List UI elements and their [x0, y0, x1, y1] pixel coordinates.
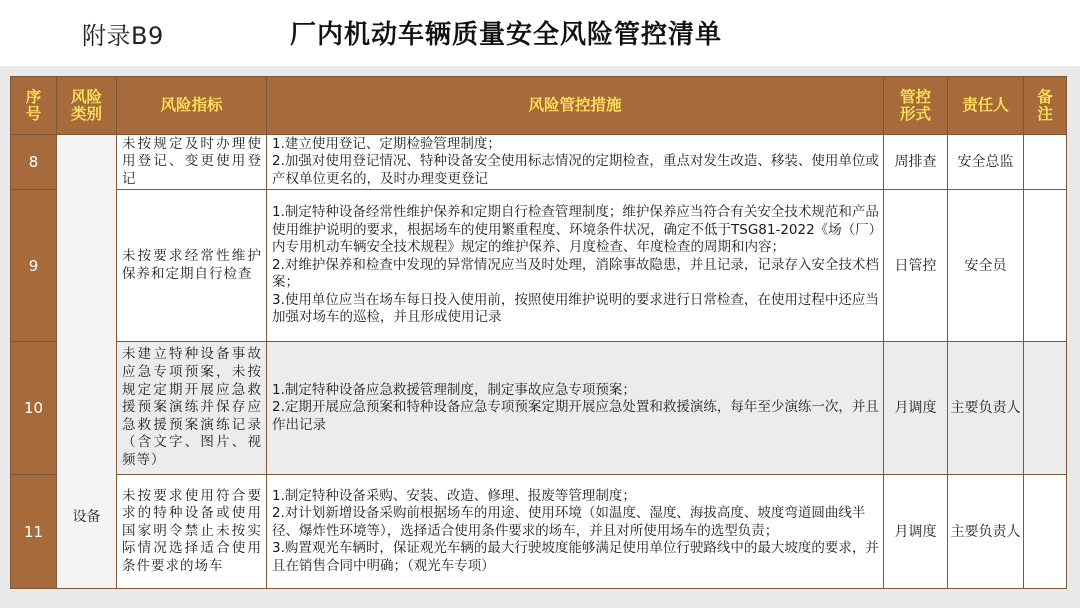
measure-item: 1.制定特种设备采购、安装、改造、修理、报废等管理制度；	[272, 487, 636, 504]
table-row	[11, 190, 1067, 342]
header-note-line2: 注	[1037, 104, 1053, 123]
measure-item: 1.制定特种设备应急救援管理制度，制定事故应急专项预案；	[272, 381, 636, 398]
header-category-line2: 类别	[70, 104, 102, 123]
risk-indicator: 未按要求经常性维护保养和定期自行检查	[117, 190, 267, 342]
responsible-person: 主要负责人	[948, 475, 1024, 589]
appendix-label: 附录B9	[82, 22, 164, 50]
note-cell	[1024, 190, 1067, 342]
measure-item: 2.对计划新增设备采购前根据场车的用途、使用环境（如温度、湿度、海拔高度、坡度弯道圆曲线半径、爆炸性环境等），选择适合使用条件要求的场车，并且对所使用场车的选型负责；	[272, 505, 866, 539]
header-form-line1: 管控	[899, 87, 931, 106]
risk-indicator: 未建立特种设备事故应急专项预案，未按规定定期开展应急救援预案演练并保存应急救援预案演练记录（含文字、图片、视频等）	[117, 342, 267, 475]
control-measures	[267, 135, 884, 190]
note-cell	[1024, 135, 1067, 190]
measure-item: 3.使用单位应当在场车每日投入使用前，按照使用维护说明的要求进行日常检查，在使用过程中还应当加强对场车的巡检，并且形成使用记录	[272, 291, 879, 326]
control-measures	[267, 190, 884, 342]
risk-indicator: 未按要求使用符合要求的特种设备或使用国家明令禁止未按实际情况选择适合使用条件要求的场车	[117, 475, 267, 589]
header-no-line1: 序	[25, 87, 42, 106]
control-form: 周排查	[884, 135, 948, 190]
header-form-line2: 形式	[899, 104, 931, 123]
header-category-line1: 风险	[70, 87, 102, 106]
table-row	[11, 135, 1067, 190]
measure-item: 3.购置观光车辆时，保证观光车辆的最大行驶坡度能够满足使用单位行驶路线中的最大坡度的要求，并且在销售合同中明确；（观光车专项）	[272, 540, 879, 574]
note-cell	[1024, 475, 1067, 589]
row-number: 11	[11, 475, 57, 589]
header-row	[11, 77, 1067, 135]
control-form: 月调度	[884, 475, 948, 589]
header-form	[884, 77, 948, 135]
control-measures	[267, 475, 884, 589]
risk-control-table	[10, 76, 1067, 589]
table-row	[11, 475, 1067, 589]
header-indicator: 风险指标	[117, 77, 267, 135]
header-note	[1024, 77, 1067, 135]
header-category	[57, 77, 117, 135]
page-title: 厂内机动车辆质量安全风险管控清单	[290, 20, 723, 50]
header-no-line2: 号	[25, 104, 42, 123]
header-note-line1: 备	[1037, 87, 1053, 106]
measure-item: 1.制定特种设备经常性维护保养和定期自行检查管理制度；维护保养应当符合有关安全技术规范和产品使用维护说明的要求，根据场车的使用繁重程度、环境条件状况，确定不低于TSG81-2022《场（厂）内专用机动车辆安全技术规程》规定的维护保养、月度检查、年度检查的周期和内容；	[272, 203, 879, 256]
table-row	[11, 342, 1067, 475]
row-number: 8	[11, 135, 57, 190]
risk-category	[57, 135, 117, 589]
slide-header	[0, 0, 1080, 66]
risk-indicator: 未按规定及时办理使用登记、变更使用登记	[117, 135, 267, 190]
responsible-person: 主要负责人	[948, 342, 1024, 475]
control-form: 月调度	[884, 342, 948, 475]
risk-category-label: 设备	[72, 509, 101, 525]
note-cell	[1024, 342, 1067, 475]
responsible-person: 安全员	[948, 190, 1024, 342]
header-responsible: 责任人	[948, 77, 1024, 135]
row-number: 10	[11, 342, 57, 475]
measure-item: 1.建立使用登记、定期检验管理制度；	[272, 135, 501, 152]
responsible-person: 安全总监	[948, 135, 1024, 190]
control-form: 日管控	[884, 190, 948, 342]
measure-item: 2.加强对使用登记情况、特种设备安全使用标志情况的定期检查，重点对发生改造、移装、使用单位或产权单位更名的，及时办理变更登记	[272, 153, 879, 187]
header-measures: 风险管控措施	[267, 77, 884, 135]
header-no	[11, 77, 57, 135]
measure-item: 2.对维护保养和检查中发现的异常情况应当及时处理，消除事故隐患，并且记录，记录存入安全技术档案；	[272, 256, 879, 291]
row-number: 9	[11, 190, 57, 342]
control-measures	[267, 342, 884, 475]
measure-item: 2.定期开展应急预案和特种设备应急专项预案定期开展应急处置和救援演练，每年至少演练一次，并且作出记录	[272, 399, 879, 433]
